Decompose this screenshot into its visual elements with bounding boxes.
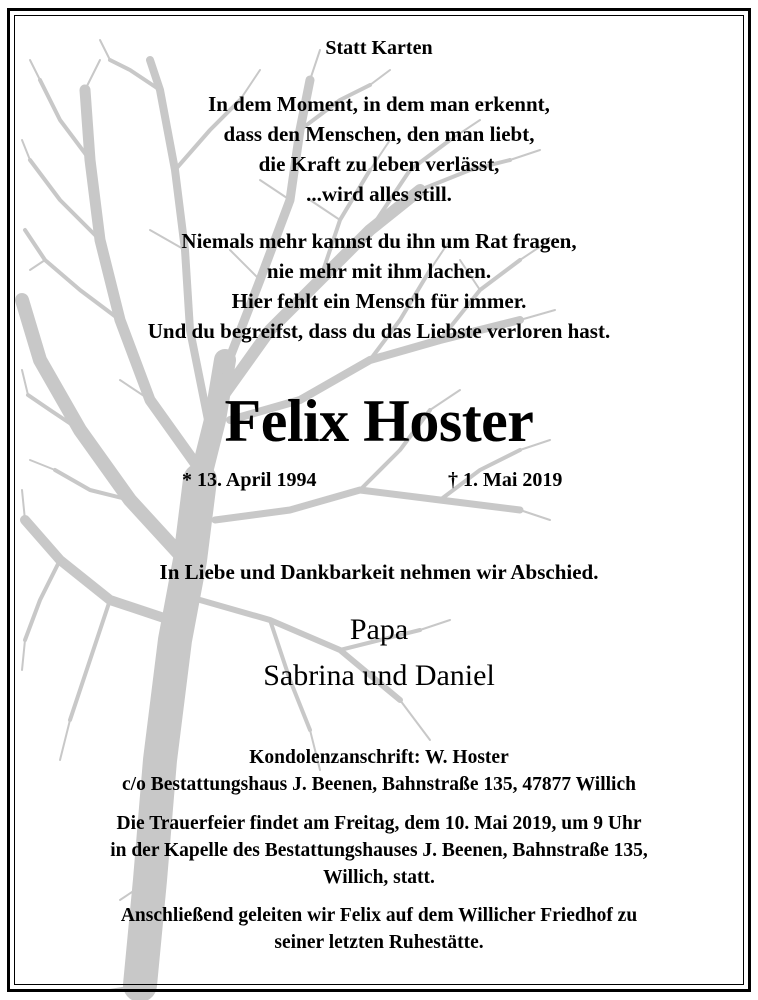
poem-line: In dem Moment, in dem man erkennt,: [208, 92, 550, 116]
poem-line: dass den Menschen, den man liebt,: [223, 122, 535, 146]
poem-line: Und du begreifst, dass du das Liebste verloren hast.: [147, 319, 611, 343]
ceremony-line: in der Kapelle des Bestattungshauses J. Beenen, Bahnstraße 135,: [110, 840, 648, 861]
deceased-name: Felix Hoster: [224, 388, 534, 454]
burial-line: Anschließend geleiten wir Felix auf dem Willicher Friedhof zu: [120, 905, 638, 926]
condolence-line: Kondolenzanschrift: W. Hoster: [249, 747, 509, 768]
family-member: Papa: [349, 613, 409, 646]
ceremony-line: Die Trauerfeier findet am Freitag, dem 10. Mai 2019, um 9 Uhr: [116, 813, 642, 834]
poem-line: Niemals mehr kannst du ihn um Rat fragen,: [181, 229, 577, 253]
poem-line: Hier fehlt ein Mensch für immer.: [231, 289, 527, 313]
family-member: Sabrina und Daniel: [263, 659, 495, 692]
farewell-line: In Liebe und Dankbarkeit nehmen wir Abschied.: [159, 560, 599, 584]
burial-line: seiner letzten Ruhestätte.: [274, 932, 484, 953]
poem-line: ...wird alles still.: [306, 182, 452, 206]
ceremony-line: Willich, statt.: [323, 867, 435, 888]
poem-line: nie mehr mit ihm lachen.: [266, 259, 492, 283]
death-date: † 1. Mai 2019: [448, 469, 563, 491]
statt-karten-heading: Statt Karten: [325, 37, 433, 59]
birth-date: * 13. April 1994: [182, 469, 317, 491]
poem-line: die Kraft zu leben verlässt,: [258, 152, 500, 176]
condolence-line: c/o Bestattungshaus J. Beenen, Bahnstraße 135, 47877 Willich: [122, 774, 636, 795]
